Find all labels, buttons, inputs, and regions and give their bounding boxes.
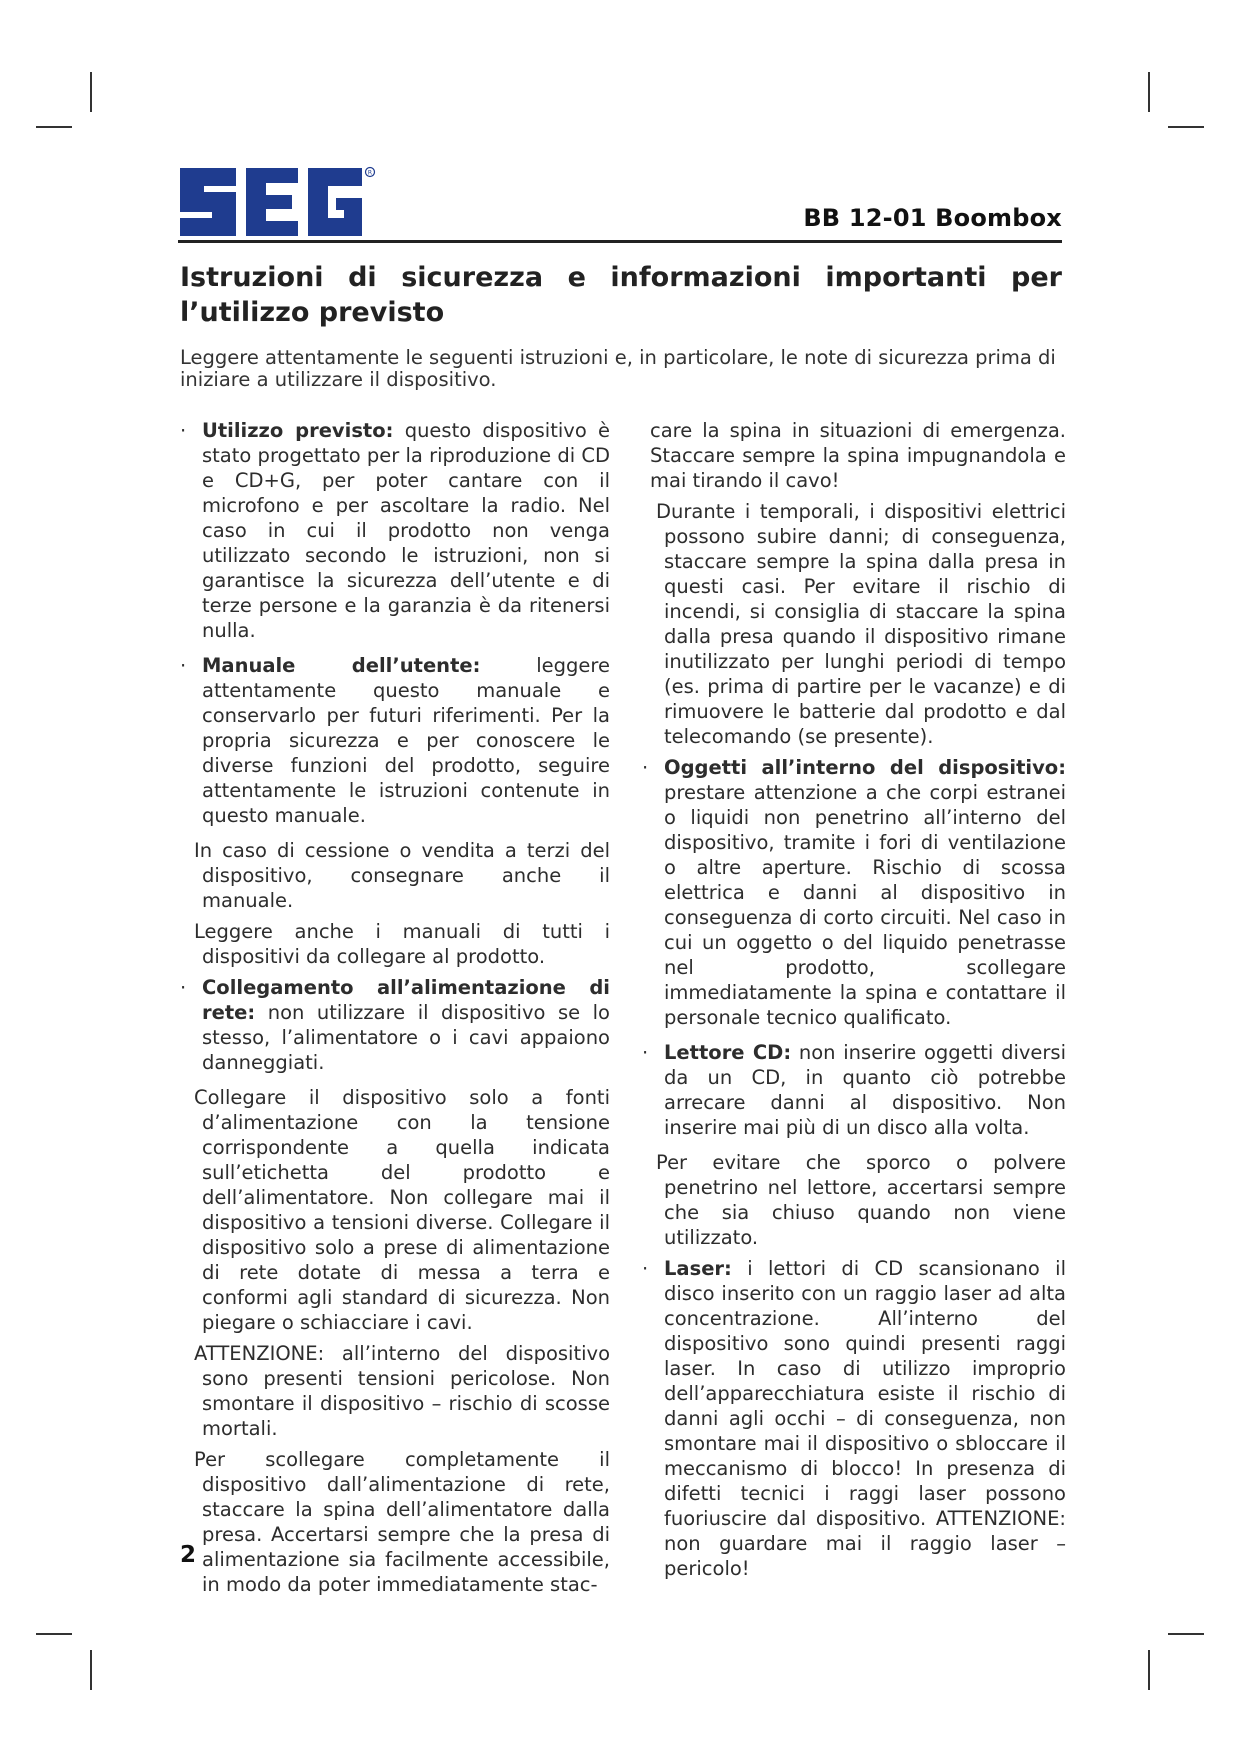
item-heading: Collegamento all’alimentazione di rete: [202, 976, 610, 1024]
paragraph: Per scollegare completamente il dispositivo dall’alimentazione di rete, staccare la spina dell’alimentatore dalla presa. Accertarsi sempre che la presa di alimentazione sia facilmente accessibile, in modo da poter immediatamente stac- [194, 1448, 610, 1596]
paragraph: In caso di cessione o vendita a terzi del dispositivo, consegnare anche il manuale. [194, 839, 610, 912]
paragraph: Per evitare che sporco o polvere penetrino nel lettore, accertarsi sempre che sia chiuso quando non viene utilizzato. [656, 1151, 1066, 1249]
list-item [180, 653, 610, 828]
page-title: Istruzioni di sicurezza e informazioni importanti per l’utilizzo previsto [180, 262, 1062, 328]
item-heading: Manuale dell’utente: [202, 654, 481, 677]
bullet-icon: · [180, 654, 187, 677]
list-item [642, 1256, 1066, 1581]
bullet-icon: · [180, 419, 187, 442]
list-item [180, 418, 610, 643]
page-header [178, 164, 1062, 244]
crop-mark [1168, 126, 1204, 128]
item-text: non utilizzare il dispositivo se lo stesso, l’alimentatore o i cavi appaiono danneggiati. [202, 1001, 610, 1074]
list-item [642, 1040, 1066, 1140]
item-text: prestare attenzione a che corpi estranei o liquidi non penetrino all’interno del dispositivo, tramite i fori di ventilazione o altre aperture. Rischio di scossa elettrica e danni al dispositivo in conseguenza di corto circuiti. Nel caso in cui un oggetto o del liquido penetrasse nel prodotto, scollegare immediatamente la spina e contattare il personale tecnico qualificato. [664, 781, 1066, 1029]
bullet-icon: · [642, 1257, 649, 1280]
item-heading: Utilizzo previsto: [202, 419, 394, 442]
crop-mark [36, 126, 72, 128]
seg-logo [178, 164, 378, 240]
crop-mark [1148, 72, 1150, 112]
bullet-icon: · [180, 976, 187, 999]
list-item [180, 975, 610, 1075]
bullet-icon: · [642, 1041, 649, 1064]
crop-mark [90, 1650, 92, 1690]
crop-mark [90, 72, 92, 112]
paragraph: care la spina in situazioni di emergenza. Staccare sempre la spina impugnandola e mai tirando il cavo! [650, 419, 1066, 492]
item-heading: Lettore CD: [664, 1041, 792, 1064]
intro-text: Leggere attentamente le seguenti istruzioni e, in particolare, le note di sicurezza prima di iniziare a utilizzare il dispositivo. [180, 346, 1056, 391]
crop-mark [1148, 1650, 1150, 1690]
svg-text:R: R [367, 169, 373, 177]
left-column [180, 418, 610, 1603]
item-heading: Oggetti all’interno del dispositivo: [664, 756, 1066, 779]
item-heading: Laser: [664, 1257, 732, 1280]
item-text: questo dispositivo è stato progettato per la riproduzione di CD e CD+G, per poter cantare con il microfono e per ascoltare la radio. Nel caso in cui il prodotto non venga utilizzato secondo le istruzioni, non si garantisce la sicurezza dell’utente e di terze persone e la garanzia è da ritenersi nulla. [202, 419, 610, 642]
crop-mark [1168, 1633, 1204, 1635]
paragraph: Leggere anche i manuali di tutti i dispositivi da collegare al prodotto. [194, 920, 610, 968]
header-rule [178, 240, 1062, 243]
item-text: i lettori di CD scansionano il disco inserito con un raggio laser ad alta concentrazione. All’interno del dispositivo sono quindi presenti raggi laser. In caso di utilizzo improprio dell’apparecchiatura esiste il rischio di danni agli occhi – di conseguenza, non smontare mai il dispositivo o sbloccare il meccanismo di blocco! In presenza di difetti tecnici i raggi laser possono fuoriuscire dal dispositivo. ATTENZIONE: non guardare mai il raggio laser – pericolo! [664, 1257, 1066, 1580]
list-item [642, 755, 1066, 1030]
product-name: BB 12-01 Boombox [803, 204, 1062, 232]
paragraph: Durante i temporali, i dispositivi elettrici possono subire danni; di conseguenza, staccare sempre la spina dalla presa in questi casi. Per evitare il rischio di incendi, si consiglia di staccare la spina dalla presa quando il dispositivo rimane inutilizzato per lunghi periodi di tempo (es. prima di partire per le vacanze) e di rimuovere le batterie dal prodotto e dal telecomando (se presente). [656, 500, 1066, 748]
page-number: 2 [180, 1542, 197, 1568]
paragraph: ATTENZIONE: all’interno del dispositivo sono presenti tensioni pericolose. Non smontare il dispositivo – rischio di scosse mortali. [194, 1342, 610, 1440]
crop-mark [36, 1633, 72, 1635]
item-text: non inserire oggetti diversi da un CD, in quanto ciò potrebbe arrecare danni al dispositivo. Non inserire mai più di un disco alla volta. [664, 1041, 1066, 1139]
right-column [642, 418, 1066, 1591]
item-text: leggere attentamente questo manuale e conservarlo per futuri riferimenti. Per la propria sicurezza e per conoscere le diverse funzioni del prodotto, seguire attentamente le istruzioni contenute in questo manuale. [202, 654, 610, 827]
paragraph: Collegare il dispositivo solo a fonti d’alimentazione con la tensione corrispondente a quella indicata sull’etichetta del prodotto e dell’alimentatore. Non collegare mai il dispositivo a tensioni diverse. Collegare il dispositivo solo a prese di alimentazione di rete dotate di messa a terra e conformi agli standard di sicurezza. Non piegare o schiacciare i cavi. [194, 1086, 610, 1334]
bullet-icon: · [642, 756, 649, 779]
